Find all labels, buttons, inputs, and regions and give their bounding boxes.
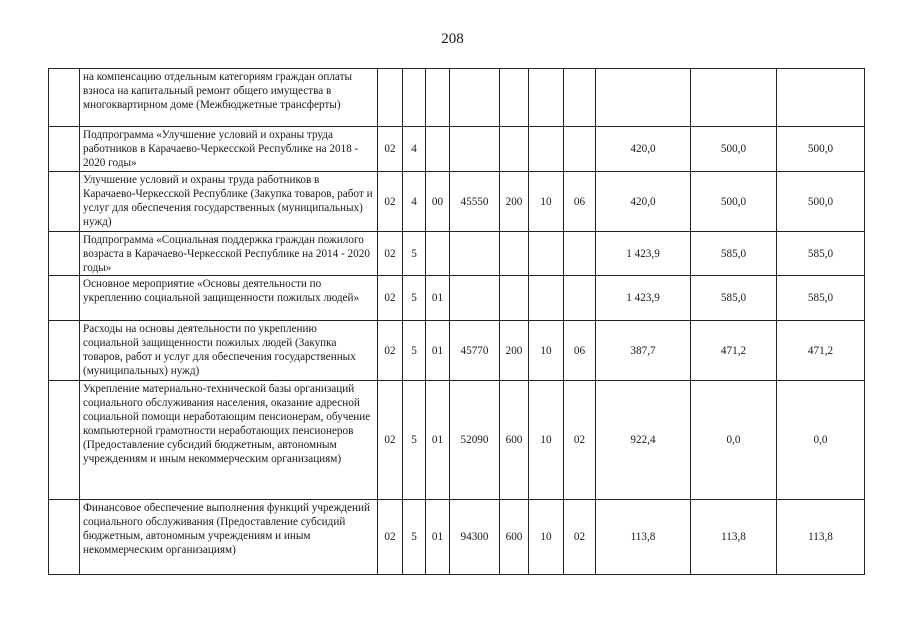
code-expense-type: 600 <box>500 500 529 575</box>
code-direction <box>450 232 500 276</box>
code-program: 02 <box>378 321 403 381</box>
code-section <box>529 127 564 172</box>
code-event: 01 <box>426 381 450 500</box>
code-program <box>378 69 403 127</box>
code-subprogram: 5 <box>403 500 426 575</box>
row-description: на компенсацию отдельным категориям граждан оплаты взноса на капитальный ремонт общего имущества в многоквартирном доме (Межбюджетные трансферты) <box>80 69 378 127</box>
amount-2020: 500,0 <box>777 127 865 172</box>
amount-2019: 585,0 <box>691 276 777 321</box>
table-row <box>49 172 865 232</box>
code-section: 10 <box>529 172 564 232</box>
amount-2020: 585,0 <box>777 276 865 321</box>
code-subsection <box>564 127 596 172</box>
table-row <box>49 127 865 172</box>
code-section <box>529 69 564 127</box>
code-program: 02 <box>378 500 403 575</box>
table-body <box>49 69 865 575</box>
code-subsection: 02 <box>564 381 596 500</box>
amount-2018: 113,8 <box>596 500 691 575</box>
amount-2020 <box>777 69 865 127</box>
code-subsection: 02 <box>564 500 596 575</box>
code-subsection <box>564 232 596 276</box>
amount-2018: 420,0 <box>596 172 691 232</box>
code-program: 02 <box>378 276 403 321</box>
amount-2019: 500,0 <box>691 127 777 172</box>
amount-2020: 113,8 <box>777 500 865 575</box>
amount-2020: 585,0 <box>777 232 865 276</box>
row-description: Подпрограмма «Социальная поддержка граждан пожилого возраста в Карачаево-Черкесской Республике на 2014 - 2020 годы» <box>80 232 378 276</box>
code-program: 02 <box>378 172 403 232</box>
code-direction <box>450 276 500 321</box>
amount-2019: 500,0 <box>691 172 777 232</box>
row-spacer-cell <box>49 500 80 575</box>
code-program: 02 <box>378 381 403 500</box>
code-expense-type <box>500 127 529 172</box>
amount-2019: 113,8 <box>691 500 777 575</box>
code-direction <box>450 127 500 172</box>
amount-2019: 471,2 <box>691 321 777 381</box>
code-event <box>426 69 450 127</box>
table-row <box>49 321 865 381</box>
code-section <box>529 276 564 321</box>
code-subsection: 06 <box>564 321 596 381</box>
table-row <box>49 69 865 127</box>
code-expense-type: 200 <box>500 321 529 381</box>
row-description: Улучшение условий и охраны труда работников в Карачаево-Черкесской Республике (Закупка товаров, работ и услуг для обеспечения государственных (муниципальных) нужд) <box>80 172 378 232</box>
code-subprogram: 5 <box>403 232 426 276</box>
budget-table <box>48 68 865 575</box>
code-expense-type <box>500 69 529 127</box>
row-description: Расходы на основы деятельности по укреплению социальной защищенности пожилых людей (Закупка товаров, работ и услуг для обеспечения государственных (муниципальных) нужд) <box>80 321 378 381</box>
amount-2020: 0,0 <box>777 381 865 500</box>
code-expense-type: 200 <box>500 172 529 232</box>
row-description: Финансовое обеспечение выполнения функций учреждений социального обслуживания (Предоставление субсидий бюджетным, автономным учреждениям и иным некоммерческим организациям) <box>80 500 378 575</box>
code-expense-type: 600 <box>500 381 529 500</box>
amount-2019: 585,0 <box>691 232 777 276</box>
page-number: 208 <box>441 31 464 47</box>
row-spacer-cell <box>49 69 80 127</box>
code-direction: 45550 <box>450 172 500 232</box>
code-subprogram: 5 <box>403 381 426 500</box>
code-subprogram: 4 <box>403 127 426 172</box>
amount-2020: 471,2 <box>777 321 865 381</box>
row-spacer-cell <box>49 127 80 172</box>
amount-2019: 0,0 <box>691 381 777 500</box>
code-event: 01 <box>426 500 450 575</box>
code-event <box>426 127 450 172</box>
code-section: 10 <box>529 321 564 381</box>
row-description: Подпрограмма «Улучшение условий и охраны труда работников в Карачаево-Черкесской Республике на 2018 - 2020 годы» <box>80 127 378 172</box>
code-program: 02 <box>378 127 403 172</box>
table-row <box>49 500 865 575</box>
amount-2018: 1 423,9 <box>596 232 691 276</box>
table-row <box>49 232 865 276</box>
amount-2018: 420,0 <box>596 127 691 172</box>
amount-2018: 1 423,9 <box>596 276 691 321</box>
amount-2018: 922,4 <box>596 381 691 500</box>
amount-2018: 387,7 <box>596 321 691 381</box>
code-subsection <box>564 276 596 321</box>
code-subsection: 06 <box>564 172 596 232</box>
table-row <box>49 276 865 321</box>
code-section: 10 <box>529 500 564 575</box>
amount-2020: 500,0 <box>777 172 865 232</box>
code-subprogram: 5 <box>403 276 426 321</box>
row-spacer-cell <box>49 232 80 276</box>
amount-2019 <box>691 69 777 127</box>
code-expense-type <box>500 232 529 276</box>
code-subsection <box>564 69 596 127</box>
code-event: 00 <box>426 172 450 232</box>
row-description: Укрепление материально-технической базы организаций социального обслуживания населения, оказание адресной социальной помощи неработающим пенсионерам, обучение компьютерной грамотности неработающих пенсионеров (Предоставление субсидий бюджетным, автономным учреждениям и иным некоммерческим организациям) <box>80 381 378 500</box>
code-event <box>426 232 450 276</box>
code-event: 01 <box>426 276 450 321</box>
code-direction: 52090 <box>450 381 500 500</box>
code-subprogram: 4 <box>403 172 426 232</box>
code-direction: 45770 <box>450 321 500 381</box>
row-spacer-cell <box>49 381 80 500</box>
amount-2018 <box>596 69 691 127</box>
code-direction <box>450 69 500 127</box>
row-spacer-cell <box>49 172 80 232</box>
table-row <box>49 381 865 500</box>
code-program: 02 <box>378 232 403 276</box>
code-subprogram: 5 <box>403 321 426 381</box>
row-spacer-cell <box>49 276 80 321</box>
code-section <box>529 232 564 276</box>
row-description: Основное мероприятие «Основы деятельности по укреплению социальной защищенности пожилых людей» <box>80 276 378 321</box>
row-spacer-cell <box>49 321 80 381</box>
code-expense-type <box>500 276 529 321</box>
code-subprogram <box>403 69 426 127</box>
code-event: 01 <box>426 321 450 381</box>
code-direction: 94300 <box>450 500 500 575</box>
code-section: 10 <box>529 381 564 500</box>
